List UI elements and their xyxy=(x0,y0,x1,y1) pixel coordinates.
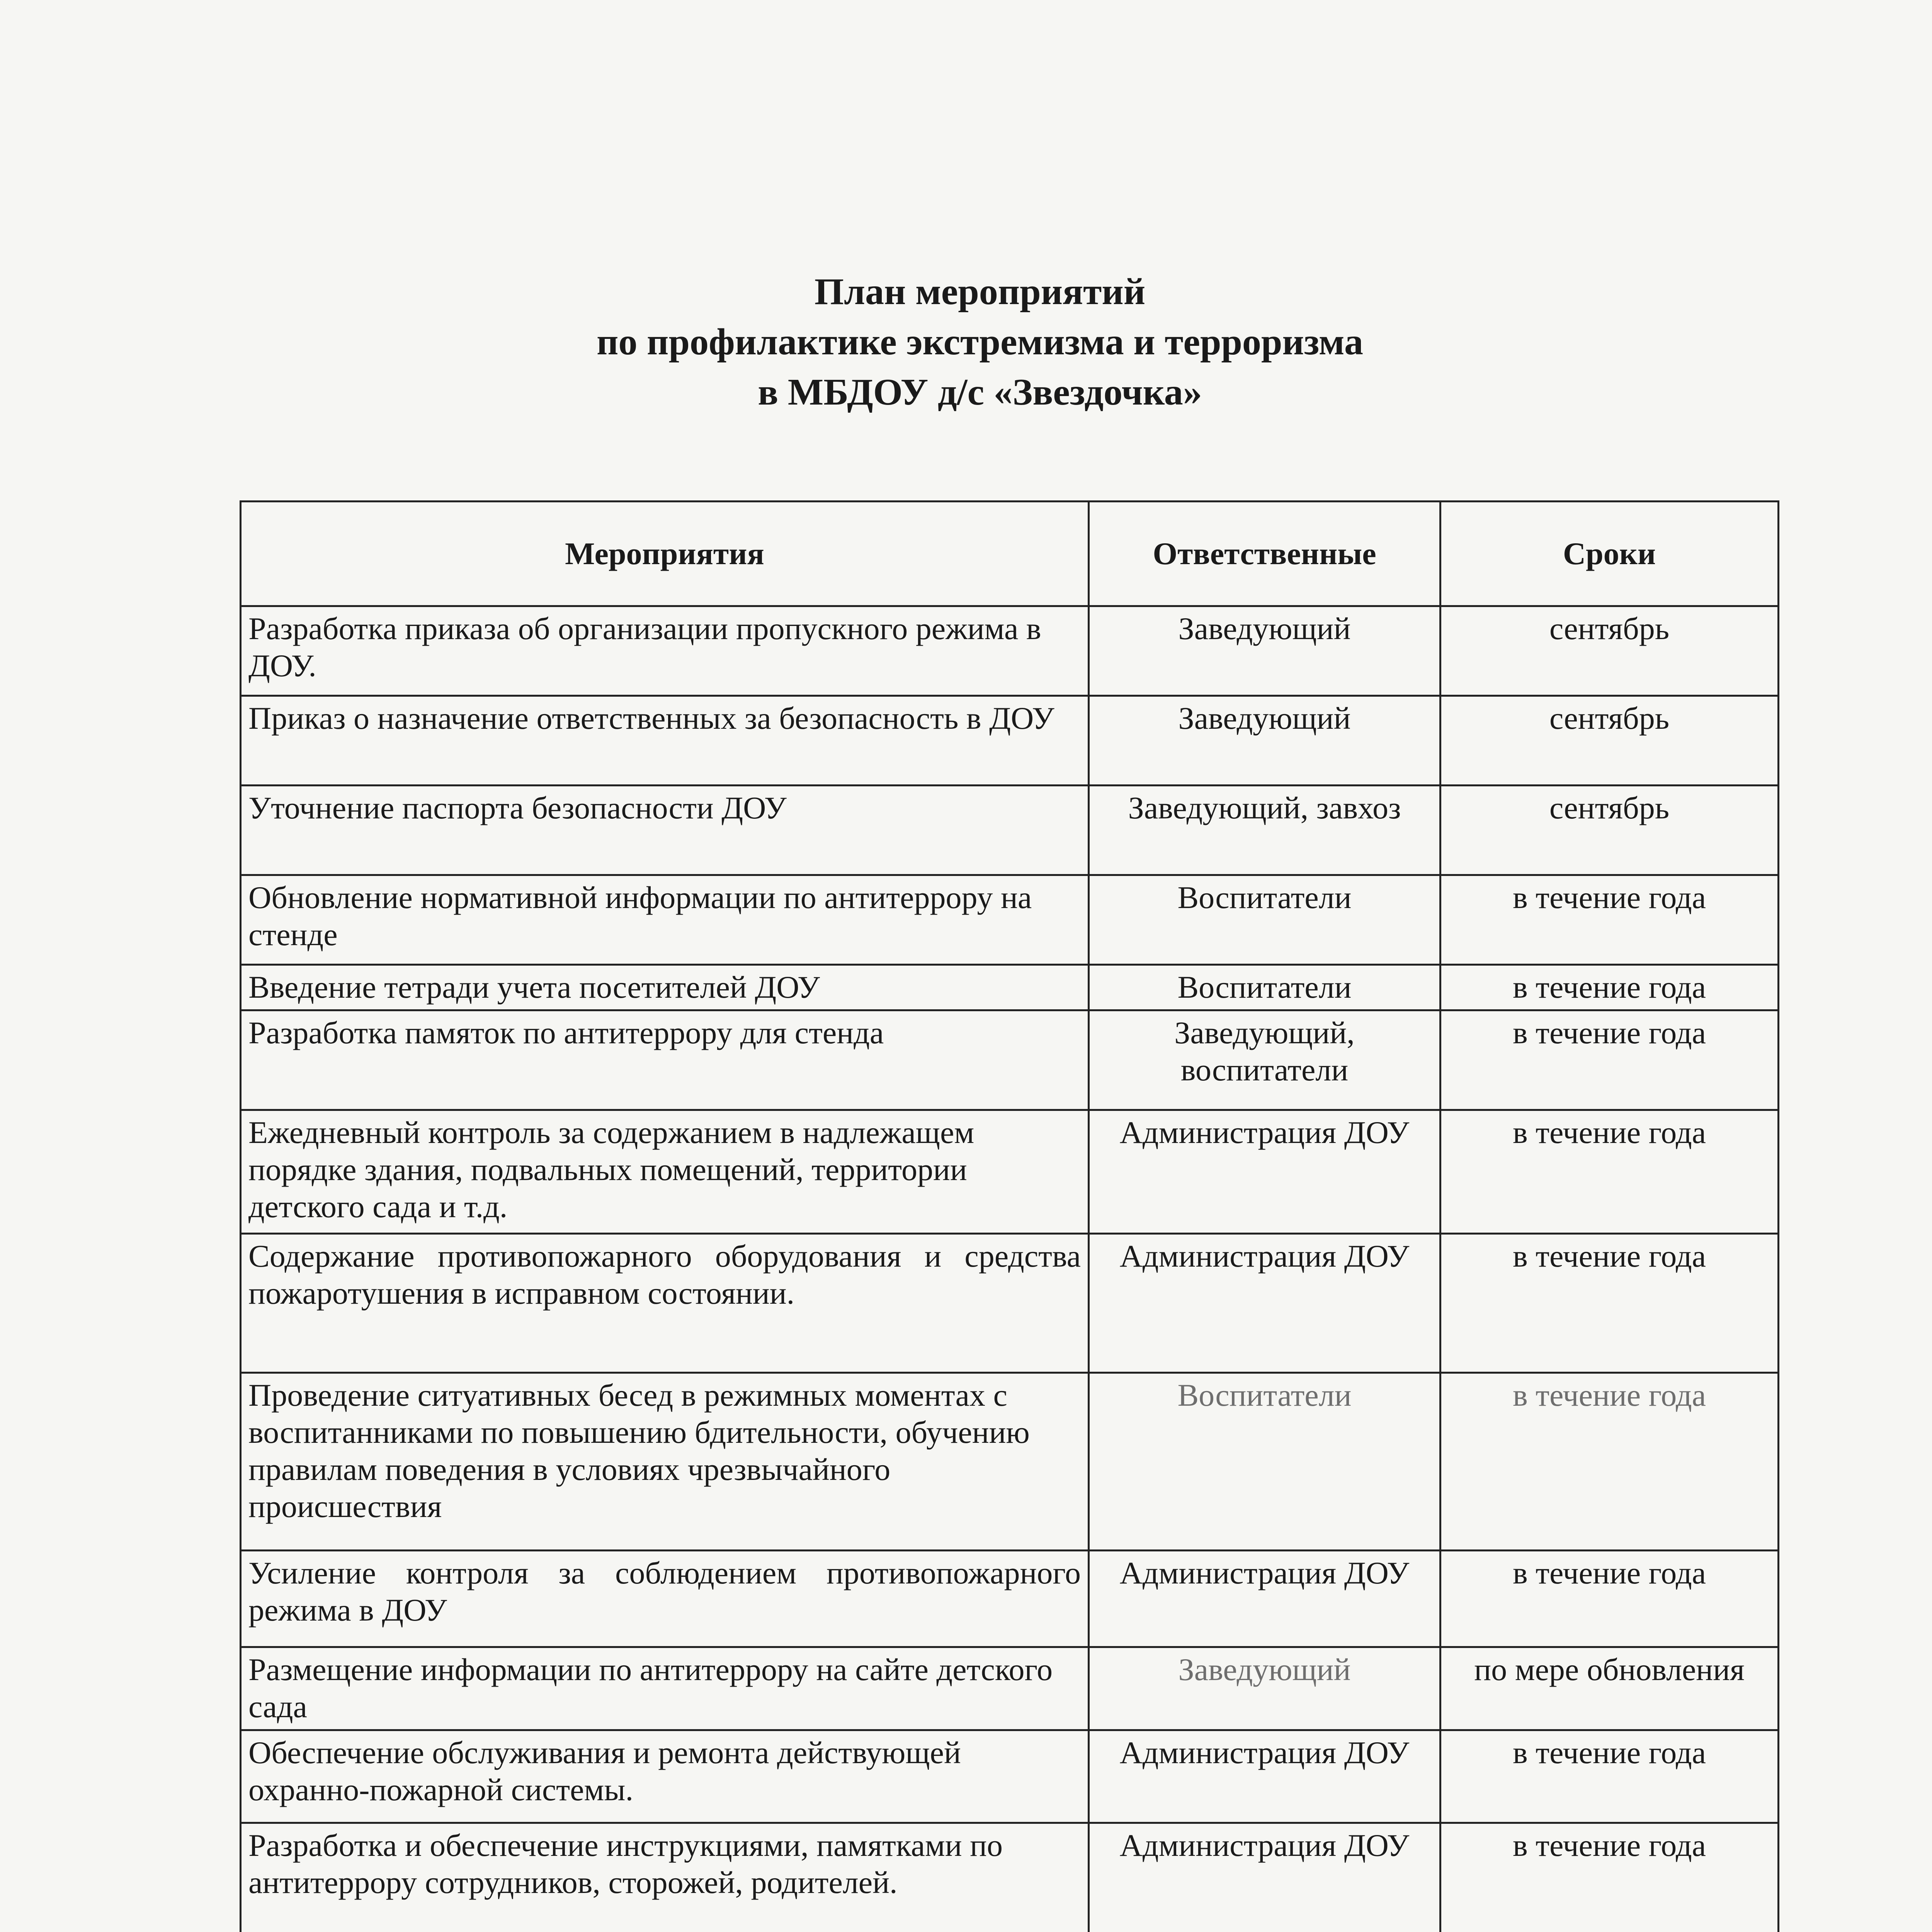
term-cell: в течение года xyxy=(1440,1730,1779,1823)
term-cell: в течение года xyxy=(1440,1823,1779,1932)
table-row xyxy=(241,1234,1779,1373)
table-row xyxy=(241,1551,1779,1647)
responsible-cell: Воспитатели xyxy=(1089,875,1440,965)
term-cell: в течение года xyxy=(1440,1010,1779,1110)
term-cell: в течение года xyxy=(1440,1373,1779,1551)
responsible-cell: Заведующий, завхоз xyxy=(1089,786,1440,875)
events-table xyxy=(240,500,1779,1932)
responsible-cell: Администрация ДОУ xyxy=(1089,1730,1440,1823)
event-cell: Приказ о назначение ответственных за безопасность в ДОУ xyxy=(241,696,1089,786)
term-cell: в течение года xyxy=(1440,1234,1779,1373)
table-row xyxy=(241,1823,1779,1932)
term-cell: в течение года xyxy=(1440,965,1779,1010)
title-line-1: План мероприятий xyxy=(814,271,1146,313)
responsible-cell: Администрация ДОУ xyxy=(1089,1823,1440,1932)
term-cell: по мере обновления xyxy=(1440,1647,1779,1730)
term-cell: сентябрь xyxy=(1440,696,1779,786)
event-cell: Содержание противопожарного оборудования и средства пожаротушения в исправном состоянии. xyxy=(241,1234,1089,1373)
table-row xyxy=(241,696,1779,786)
table-header-row xyxy=(241,502,1779,606)
responsible-cell: Заведующий xyxy=(1089,696,1440,786)
responsible-cell: Воспитатели xyxy=(1089,965,1440,1010)
title-line-3: в МБДОУ д/с «Звездочка» xyxy=(758,371,1202,413)
header-events: Мероприятия xyxy=(241,502,1089,606)
responsible-cell: Заведующий, воспитатели xyxy=(1089,1010,1440,1110)
table-row xyxy=(241,875,1779,965)
title-line-2: по профилактике экстремизма и терроризма xyxy=(597,321,1363,363)
event-cell: Разработка памяток по антитеррору для стенда xyxy=(241,1010,1089,1110)
page-title xyxy=(0,267,1932,417)
term-cell: сентябрь xyxy=(1440,606,1779,696)
event-cell: Уточнение паспорта безопасности ДОУ xyxy=(241,786,1089,875)
term-cell: в течение года xyxy=(1440,875,1779,965)
event-cell: Размещение информации по антитеррору на сайте детского сада xyxy=(241,1647,1089,1730)
table-row xyxy=(241,1730,1779,1823)
table-row xyxy=(241,965,1779,1010)
responsible-cell: Заведующий xyxy=(1089,1647,1440,1730)
header-responsible: Ответственные xyxy=(1089,502,1440,606)
table-row xyxy=(241,1110,1779,1234)
responsible-cell: Администрация ДОУ xyxy=(1089,1234,1440,1373)
event-cell: Обновление нормативной информации по антитеррору на стенде xyxy=(241,875,1089,965)
table-row xyxy=(241,786,1779,875)
table-row xyxy=(241,606,1779,696)
event-cell: Проведение ситуативных бесед в режимных моментах с воспитанниками по повышению бдительности, обучению правилам поведения в условиях чрезвычайного происшествия xyxy=(241,1373,1089,1551)
header-terms: Сроки xyxy=(1440,502,1779,606)
responsible-cell: Администрация ДОУ xyxy=(1089,1551,1440,1647)
event-cell: Ежедневный контроль за содержанием в надлежащем порядке здания, подвальных помещений, территории детского сада и т.д. xyxy=(241,1110,1089,1234)
table-row xyxy=(241,1647,1779,1730)
responsible-cell: Воспитатели xyxy=(1089,1373,1440,1551)
term-cell: сентябрь xyxy=(1440,786,1779,875)
table-row xyxy=(241,1010,1779,1110)
responsible-cell: Заведующий xyxy=(1089,606,1440,696)
responsible-cell: Администрация ДОУ xyxy=(1089,1110,1440,1234)
term-cell: в течение года xyxy=(1440,1551,1779,1647)
term-cell: в течение года xyxy=(1440,1110,1779,1234)
event-cell: Разработка приказа об организации пропускного режима в ДОУ. xyxy=(241,606,1089,696)
event-cell: Усиление контроля за соблюдением противопожарного режима в ДОУ xyxy=(241,1551,1089,1647)
event-cell: Разработка и обеспечение инструкциями, памятками по антитеррору сотрудников, сторожей, родителей. xyxy=(241,1823,1089,1932)
table-row xyxy=(241,1373,1779,1551)
event-cell: Введение тетради учета посетителей ДОУ xyxy=(241,965,1089,1010)
event-cell: Обеспечение обслуживания и ремонта действующей охранно-пожарной системы. xyxy=(241,1730,1089,1823)
